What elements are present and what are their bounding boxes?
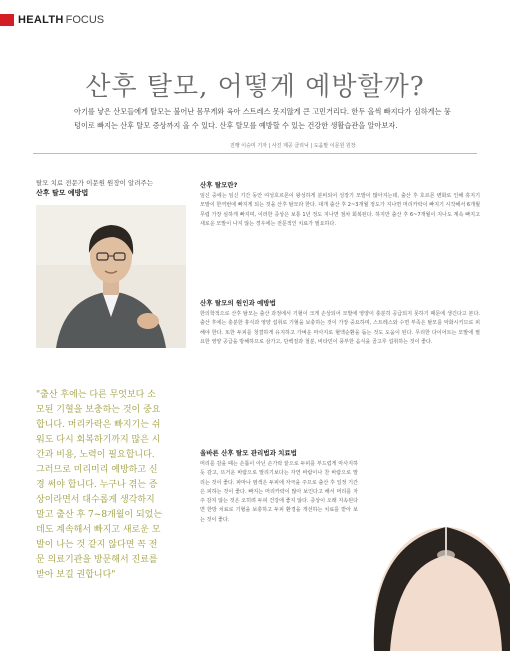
section-color-block xyxy=(0,14,14,26)
article-lead: 아기를 낳은 산모들에게 탈모는 불어난 몸무게와 육아 스트레스 못지않게 큰 고민거리다. 한두 올씩 빠지다가 심하게는 뭉텅이로 빠지는 산후 탈모 증상까지 올 수 있다. 산후 탈모를 예방할 수 있는 건강한 생활습관을 알아보자. xyxy=(74,107,451,130)
section-body-3: 머리를 감을 때는 손톱이 아닌 손가락 끝으로 두피를 부드럽게 마사지하듯 감고, 뜨거운 바람으로 말리기보다는 자연 바람이나 찬 바람으로 말리는 것이 좋다. 파마나 염색은 두피에 자극을 주므로 출산 후 일정 기간은 피하는 것이 좋다. 빠지는 머리카락이 많아 보인다고 해서 머리를 자주 감지 않는 것은 오히려 두피 건강에 좋지 않다. 증상이 오래 지속된다면 한방 치료로 기혈을 보충하고 두피 환경을 개선하는 치료를 받아 보는 것이 좋다. xyxy=(200,461,358,523)
section-label-bold: HEALTH xyxy=(18,14,64,26)
section-label-light: FOCUS xyxy=(65,14,105,26)
pull-quote: "출산 후에는 다른 무엇보다 소모된 기혈을 보충하는 것이 중요합니다. 머리카락은 빠지기는 쉬워도 다시 회복하기까지 많은 시간과 비용, 노력이 필요합니다. 그러므로 미리미리 예방하고 신경 써야 합니다. 누구나 겪는 증상이라면서 대수롭게 생각하지 말고 출산 후 7~8개월이 되었는데도 계속해서 빠지고 새로운 모발이 나는 것 같지 않다면 꼭 전문 의료기관을 방문해서 진료를 받아 보길 권합니다" xyxy=(36,390,163,580)
section-header xyxy=(0,13,104,27)
section-heading-3: 올바른 산후 탈모 관리법과 치료법 xyxy=(200,449,297,457)
section-body-2: 한의학적으로 산후 탈모는 출산 과정에서 기혈이 크게 손상되어 모발에 영양이 충분히 공급되지 못하기 때문에 생긴다고 본다. 출산 후에는 충분한 휴식과 영양 섭취로 기혈을 보충하는 것이 가장 중요하며, 스트레스와 수면 부족은 탈모를 악화시키므로 피해야 한다. 또한 두피를 청결하게 유지하고 가벼운 마사지로 혈액순환을 돕는 것도 도움이 된다. 무리한 다이어트는 모발에 필요한 영양 공급을 방해하므로 삼가고, 단백질과 철분, 비타민이 풍부한 음식을 골고루 섭취하는 것이 좋다. xyxy=(200,311,480,345)
sidebar-caption-line1: 탈모 치료 전문가 이문원 원장이 알려주는 xyxy=(36,179,154,187)
section-heading-1: 산후 탈모란? xyxy=(200,181,238,189)
section-body-1: 임신 중에는 임신 기간 동안 여성호르몬이 왕성하게 분비되어 성장기 모발이 많아지는데, 출산 후 호르몬 변화로 인해 휴지기 모발이 한꺼번에 빠지게 되는 것을 산후 탈모라 한다. 대개 출산 후 2~3개월 정도가 지나면 머리카락이 빠지기 시작해서 6개월 무렵 가장 심하게 빠지며, 이러한 증상은 보통 1년 정도 지나면 점차 회복된다. 하지만 출산 후 6~7개월이 지나도 계속 빠지고 새로운 모발이 나지 않는 경우에는 전문적인 치료가 필요하다. xyxy=(200,193,480,227)
sidebar-caption xyxy=(36,178,186,198)
article-title: 산후 탈모, 어떻게 예방할까? xyxy=(85,72,425,102)
article-credit: 진행 이승미 기자 | 사진 제공 클리닉 | 도움말 이문원 원장 xyxy=(230,143,356,149)
divider xyxy=(33,153,477,154)
woman-photo xyxy=(362,505,510,651)
sidebar-caption-line2: 산후 탈모 예방법 xyxy=(36,189,89,197)
section-heading-2: 산후 탈모의 원인과 예방법 xyxy=(200,299,276,307)
doctor-photo xyxy=(36,205,186,348)
